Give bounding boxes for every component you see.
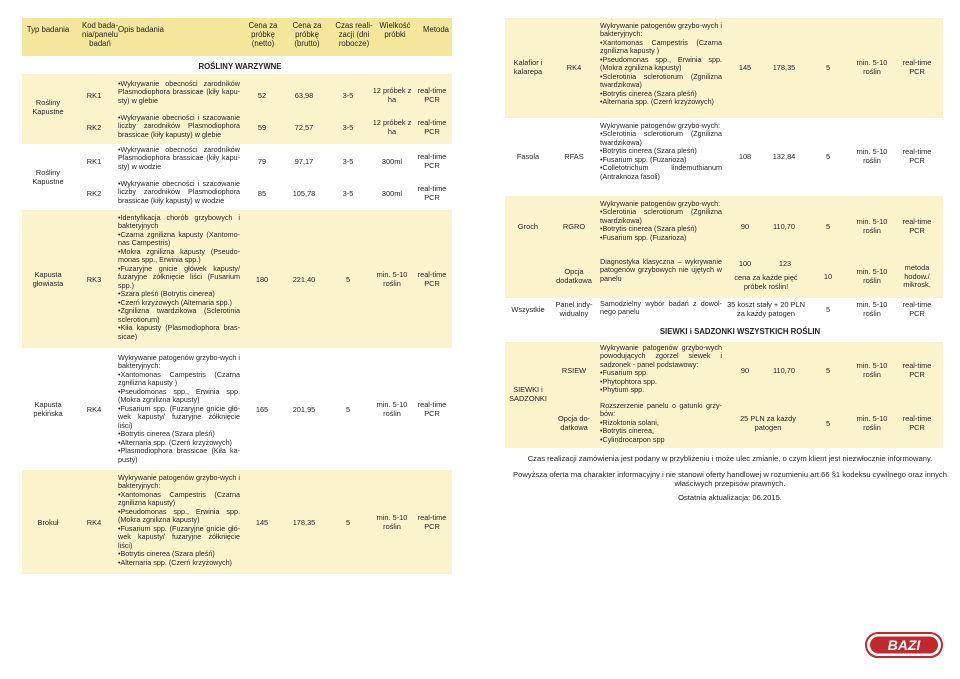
- row-metoda: real-time PCR: [902, 300, 932, 318]
- row-netto: 52: [257, 90, 267, 100]
- row-wielkosc: 300ml: [381, 188, 403, 198]
- description-line: •Fuzaryjne gnicie główek kapusty/ fuzaryjne żółknięcie liści (Fusarium spp.): [118, 263, 240, 290]
- row-kod: RK2: [86, 188, 102, 198]
- row-description: [118, 80, 240, 105]
- description-line: •Szara pleśń (Botrytis cinerea): [118, 289, 215, 299]
- row-wielkosc: min. 5-10 roślin: [376, 270, 408, 288]
- row-brutto: 72,57: [294, 122, 314, 132]
- description-line: •Alternaria spp. (Czerń krzyżowych): [118, 557, 232, 567]
- description-line: •Botrytis cinerea,: [600, 426, 655, 436]
- row-metoda: real-time PCR: [902, 147, 932, 165]
- row-netto: 90: [740, 221, 750, 231]
- row-typ: Kapusta głowiasta: [32, 270, 64, 288]
- description-line: •Alternaria spp. (Czerń krzyżowych): [118, 437, 232, 447]
- row-typ: Fasola: [516, 151, 540, 161]
- row-netto: 79: [257, 156, 267, 166]
- section-title-warzywne: ROŚLINY WARZYWNE: [198, 62, 282, 71]
- row-brutto: 178,35: [292, 517, 316, 527]
- description-line: •Botrytis cinerea (Szara pleśń): [600, 224, 697, 234]
- row-description: [600, 122, 722, 181]
- row-description: [600, 258, 722, 283]
- row-description: [600, 402, 722, 444]
- row-description: [118, 474, 240, 567]
- description-line: •Fusarium spp. (Fuzarioza): [600, 154, 687, 164]
- row-czas: 5: [345, 517, 351, 527]
- row-wielkosc: 300ml: [381, 156, 403, 166]
- row-wielkosc: min. 5-10 roślin: [856, 58, 888, 76]
- description-line: Samodzielny wybór badań z dowol-nego panelu: [600, 299, 722, 317]
- description-line: •Phytium spp.: [600, 385, 645, 395]
- description-line: Wykrywanie patogenów grzybo-wych i bakteryjnych:: [600, 21, 722, 39]
- row-netto: 85: [257, 188, 267, 198]
- row-typ: Kalafior i kalarepa: [513, 58, 543, 76]
- header-netto: Cena za próbkę (netto): [248, 21, 278, 48]
- row-wielkosc: min. 5-10 roślin: [856, 267, 888, 285]
- row-czas: 5: [825, 304, 831, 314]
- description-line: Wykrywanie patogenów grzybo-wych:: [600, 199, 721, 208]
- row-czas: 3-5: [342, 156, 354, 166]
- row-price-text: 35 koszt stały + 20 PLN za każdy patogen: [727, 300, 805, 318]
- row-netto: 180: [255, 274, 269, 284]
- description-line: •Czerń krzyżowych (Alternaria spp.): [118, 297, 232, 307]
- header-wielkosc: Wielkość próbki: [379, 21, 411, 39]
- row-kod: Opcja do-datkowa: [557, 414, 591, 432]
- logo-text: BAZI: [887, 637, 921, 653]
- footer-note-3: Ostatnia aktualizacja: 06.2015.: [678, 493, 782, 502]
- bazi-logo-icon: [865, 632, 943, 658]
- row-typ: Brokuł: [37, 517, 59, 527]
- row-description: [118, 146, 240, 171]
- row-brutto: 110,70: [772, 221, 796, 231]
- description-line: •Wykrywanie obecności zarodników Plasmodiophora brassicae (kiły kapu-sty) w glebie: [118, 79, 240, 105]
- row-wielkosc: min. 5-10 roślin: [856, 300, 888, 318]
- row-brutto: 97,17: [294, 156, 314, 166]
- row-wielkosc: min. 5-10 roślin: [856, 414, 888, 432]
- row-kod: RK2: [86, 122, 102, 132]
- row-czas: 5: [825, 151, 831, 161]
- row-metoda: real-time PCR: [902, 414, 932, 432]
- row-metoda: real-time PCR: [417, 118, 447, 136]
- description-line: •Botrytis cinerea (Szara pleśń): [600, 88, 697, 98]
- row-czas: 10: [823, 271, 833, 281]
- row-description: [600, 200, 722, 242]
- header-opis: Opis badania: [118, 25, 164, 34]
- description-line: •Zgnilizna twardzikowa (Sclerotinia sclerotiorum): [118, 306, 240, 324]
- row-kod: Opcja dodatkowa: [556, 267, 592, 285]
- description-line: •Xantomonas Campestris (Czarna zgnilizna kapusty): [118, 489, 240, 508]
- row-description: [118, 114, 240, 139]
- row-metoda: real-time PCR: [417, 184, 447, 202]
- footer-note-1: Czas realizacji zamówienia jest podany w przybliżeniu i może ulec zmianie, o czym klient jest niezwłocznie informowany.: [527, 454, 933, 463]
- row-kod: RK4: [86, 404, 102, 414]
- row-metoda: real-time PCR: [417, 152, 447, 170]
- row-czas: 5: [825, 221, 831, 231]
- row-czas: 3-5: [342, 188, 354, 198]
- description-line: •Fusarium spp.: [600, 368, 649, 378]
- row-czas: 5: [345, 404, 351, 414]
- description-line: •Pseudomonas spp., Erwinia spp. (Mokra zgnilizna kapusty): [118, 506, 240, 525]
- row-kod: RK1: [86, 156, 102, 166]
- row-description: [600, 22, 722, 107]
- description-line: Wykrywanie patogenów grzybo-wych i bakteryjnych:: [118, 473, 240, 491]
- description-line: •Sclerotinia sclerotiorum (Zgnilizna twardzikowa): [600, 71, 722, 90]
- description-line: •Mokra zgnilizna kapusty (Pseudo-monas spp., Erwinia spp.): [118, 246, 240, 265]
- footer-note-2: Powyższa oferta ma charakter informacyjny i nie stanowi oferty handlowej w rozumieniu art.66 §1 kodeksu cywilnego oraz innych właściwych przepisów prawnych.: [513, 470, 947, 489]
- row-netto: 108: [738, 151, 752, 161]
- row-czas: 3-5: [342, 90, 354, 100]
- description-line: •Kiła kapusty (Plasmodiophora bras-sicae): [118, 323, 240, 341]
- row-brutto: 63,98: [294, 90, 314, 100]
- description-line: •Colletotrichum lindemuthianum (Antraknoza fasoli): [600, 163, 722, 181]
- header-brutto: Cena za próbkę (brutto): [292, 21, 322, 48]
- row-wielkosc: 12 próbek z ha: [372, 86, 412, 104]
- description-line: •Pseudomonas spp., Erwinia spp. (Mokra zgnilizna kapusty): [600, 54, 722, 73]
- row-description: [118, 354, 240, 464]
- description-line: Diagnostyka klasyczna – wykrywanie patogenów grzybowych nie ujętych w panelu: [600, 257, 722, 283]
- row-netto-note: cena za każde pięć próbek roślin!: [734, 273, 798, 291]
- row-metoda: real-time PCR: [902, 361, 932, 379]
- row-netto: 59: [257, 122, 267, 132]
- description-line: •Fusarium spp. (Fuzarioza): [600, 232, 687, 242]
- row-kod: RK4: [566, 62, 582, 72]
- row-brutto: 221,40: [292, 274, 316, 284]
- row-czas: 5: [345, 274, 351, 284]
- row-metoda: real-time PCR: [902, 58, 932, 76]
- row-netto: 90: [740, 365, 750, 375]
- description-line: Wykrywanie patogenów grzybo-wych powodujących zgorzel siewek i sadzonek - panel podstawowy:: [600, 343, 722, 369]
- description-line: Wykrywanie patogenów grzybo-wych i bakteryjnych:: [118, 353, 240, 371]
- row-typ: SIEWKI i SADZONKI: [509, 385, 547, 403]
- description-line: •Phytophtora spp.: [600, 376, 657, 386]
- row-typ: Wszystkie: [511, 304, 545, 314]
- row-czas: 5: [825, 62, 831, 72]
- row-brutto: 132,84: [772, 151, 796, 161]
- row-wielkosc: 12 próbek z ha: [372, 118, 412, 136]
- row-kod: RK1: [86, 90, 102, 100]
- description-line: •Fusarium spp. (Fuzaryjne gnicie głó-wek kapusty/ fuzaryjne żółknięcie liści): [118, 403, 240, 430]
- row-kod: RFAS: [564, 151, 584, 161]
- row-wielkosc: min. 5-10 roślin: [856, 361, 888, 379]
- header-metoda: Metoda: [422, 25, 449, 34]
- row-kod: RSIEW: [561, 365, 587, 375]
- description-line: •Pseudomonas spp., Erwinia spp. (Mokra zgnilizna kapusty): [118, 386, 240, 405]
- row-typ: Kapusta pekińska: [33, 400, 63, 418]
- row-metoda: real-time PCR: [902, 217, 932, 235]
- description-line: •Botrytis cinerea (Szara pleśń): [600, 146, 697, 156]
- description-line: •Fusarium spp. (Fuzaryjne gnicie głó-wek kapusty/ fuzaryjne żółknięcie liści): [118, 523, 240, 550]
- row-brutto: 178,35: [772, 62, 796, 72]
- row-description: [118, 214, 240, 341]
- section-title-siewki: SIEWKI i SADZONKI WSZYSTKICH ROŚLIN: [659, 327, 821, 336]
- description-line: •Czarna zgnilizna kapusty (Xantomo-nas Campestris): [118, 229, 240, 248]
- header-kod: Kod bada- nia/panelu badań: [82, 21, 118, 48]
- row-wielkosc: min. 5-10 roślin: [856, 147, 888, 165]
- description-line: •Xantomonas Campestris (Czarna zgnilizna kapusty ): [600, 37, 722, 56]
- row-wielkosc: min. 5-10 roślin: [376, 400, 408, 418]
- description-line: •Botrytis cinerea (Szara pleśń): [118, 549, 215, 559]
- row-wielkosc: min. 5-10 roślin: [856, 217, 888, 235]
- row-brutto: 110,70: [772, 365, 796, 375]
- row-description: [600, 300, 722, 317]
- row-netto: 145: [255, 517, 269, 527]
- row-metoda: real-time PCR: [417, 513, 447, 531]
- row-netto: 145: [738, 62, 752, 72]
- row-brutto: 105,78: [292, 188, 316, 198]
- description-line: •Wykrywanie obecności i szacowanie liczby zarodników Plasmodiophora brassicae (kiły kapusty) w glebie: [118, 113, 240, 139]
- description-line: •Xantomonas Campestris (Czarna zgnilizna kapusty ): [118, 369, 240, 388]
- table-header: [22, 18, 452, 56]
- row-kod: RK4: [86, 517, 102, 527]
- description-line: •Wykrywanie obecności i szacowanie liczby zarodników Plasmodiophora brassicae (kiły kapusty) w wodzie: [118, 179, 240, 205]
- group-label: Rośliny Kapustne: [32, 98, 64, 116]
- description-line: •Sclerotinia sclerotiorum (Zgnilizna twardzikowa): [600, 129, 722, 147]
- row-czas: 5: [825, 365, 831, 375]
- group-label: Rośliny Kapustne: [32, 168, 64, 186]
- description-line: •Plasmodiophora brassicae (Kiła ka-pusty): [118, 446, 240, 464]
- description-line: •Alternaria spp. (Czerń krzyżowych): [600, 97, 714, 107]
- row-wielkosc: min. 5-10 roślin: [376, 513, 408, 531]
- row-price-text: 25 PLN za każdy patogen: [740, 414, 796, 432]
- header-czas: Czas reali- zacji (dni robocze): [335, 21, 373, 48]
- row-metoda: real-time PCR: [417, 400, 447, 418]
- row-czas: 5: [825, 418, 831, 428]
- description-line: •Botrytis cinerea (Szara pleśń): [118, 429, 215, 439]
- row-kod: RK3: [86, 274, 102, 284]
- row-description: [118, 180, 240, 205]
- description-line: •Rizoktonia solani,: [600, 417, 659, 427]
- description-line: •Wykrywanie obecności zarodników Plasmodiophora brassicae (kiły kapu-sty) w wodzie: [118, 145, 240, 171]
- row-czas: 3-5: [342, 122, 354, 132]
- row-metoda: real-time PCR: [417, 86, 447, 104]
- row-description: [600, 344, 722, 395]
- description-line: •Cylindrocarpon spp: [600, 434, 665, 444]
- row-kod: RGRO: [562, 221, 586, 231]
- description-line: Rozszerzenie panelu o gatunki grzy-bów:: [600, 401, 722, 419]
- description-line: •Sclerotinia sclerotiorum (Zgnilizna twardzikowa): [600, 207, 722, 225]
- row-netto: 165: [255, 404, 269, 414]
- header-typ: Typ badania: [26, 25, 70, 34]
- row-kod: Panel indy-widualny: [555, 300, 593, 318]
- row-brutto: 201,95: [292, 404, 316, 414]
- row-typ: Groch: [517, 221, 539, 231]
- row-metoda: metoda hodow./ mikrosk.: [903, 262, 931, 290]
- description-line: Wykrywanie patogenów grzybo-wych:: [600, 121, 721, 130]
- row-metoda: real-time PCR: [417, 270, 447, 288]
- row-brutto: 123: [778, 258, 792, 268]
- description-line: •Identyfikacja chorób grzybowych i bakteryjnych: [118, 213, 240, 231]
- row-netto: 100: [738, 258, 752, 268]
